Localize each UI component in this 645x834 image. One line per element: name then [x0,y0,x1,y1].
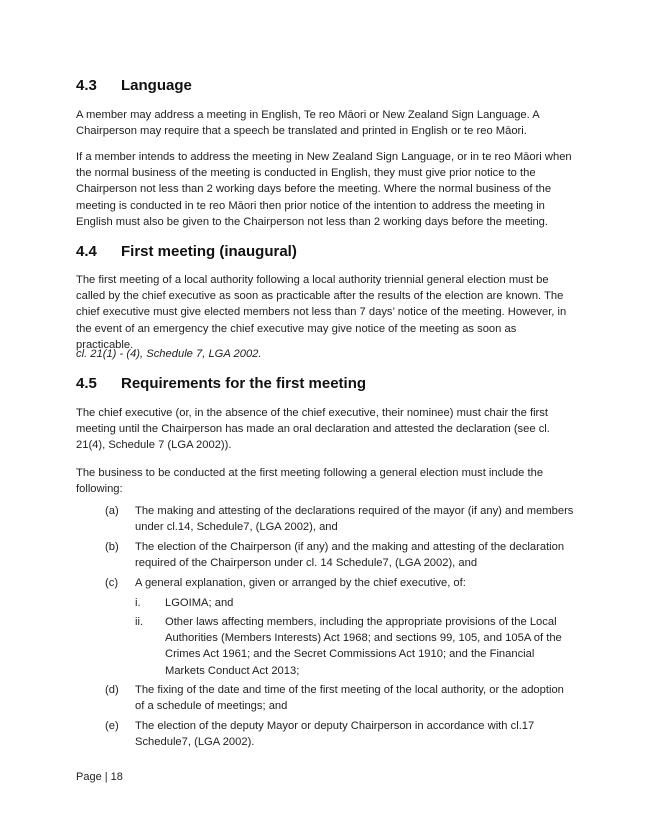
list-marker: (d) [105,684,119,696]
list-marker: (e) [105,720,119,732]
sub-list-text: Other laws affecting members, including the appropriate provisions of the Local Authorities (Members Interests) Act 1968; and sections 99, 105, and 105A of the Crimes Act 1961; and the Secret Commissions Act 1910; and the Financial Markets Conduct Act 2013; [165,616,562,677]
section-title: Requirements for the first meeting [121,375,367,392]
sub-list-marker: i. [135,597,141,609]
paragraph: A member may address a meeting in English, Te reo Māori or New Zealand Sign Language. A Chairperson may require that a speech be translated and printed in English or te reo Māori. [76,109,540,138]
list-text: The election of the Chairperson (if any) and the making and attesting of the declaration required of the Chairperson under cl. 14 Schedule7, (LGA 2002), and [135,541,565,570]
section-number: 4.5 [76,375,97,392]
list-text: The fixing of the date and time of the first meeting of the local authority, or the adoption of a schedule of meetings; and [135,684,564,713]
list-item [105,682,575,716]
sub-list-marker: ii. [135,616,144,628]
section-number: 4.4 [76,243,97,260]
list-item [105,575,575,593]
page-number-footer: Page | 18 [76,771,123,783]
paragraph: The chief executive (or, in the absence of the chief executive, their nominee) must chair the first meeting until the Chairperson has made an oral declaration and attested the declaration (see cl. 21(4), Schedule 7 (LGA 2002)). [76,407,550,452]
list-text: The election of the deputy Mayor or deputy Chairperson in accordance with cl.17 Schedule7, (LGA 2002). [135,720,535,749]
list-text: The making and attesting of the declarations required of the mayor (if any) and members under cl.14, Schedule7, (LGA 2002), and [135,505,574,534]
paragraph: The first meeting of a local authority following a local authority triennial general election must be called by the chief executive as soon as practicable after the results of the election are known. The chief executive must give elected members not less than 7 days’ notice of the meeting. However, in the event of an emergency the chief executive may give notice of the meeting as soon as practicable. [76,274,567,351]
sub-list-item [135,614,575,680]
citation: cl. 21(1) - (4), Schedule 7, LGA 2002. [76,348,262,360]
section-number: 4.3 [76,77,97,94]
section-title: First meeting (inaugural) [121,243,297,260]
list-item [105,539,575,573]
paragraph: If a member intends to address the meeting in New Zealand Sign Language, or in te reo Māori when the normal business of the meeting is conducted in English, they must give prior notice to the Chairperson not less than 2 working days before the meeting. Where the normal business of the meeting is conducted in te reo Māori then prior notice of the intention to address the meeting in English must also be given to the Chairperson not less than 2 working days before the meeting. [76,151,572,228]
paragraph: The business to be conducted at the first meeting following a general election must include the following: [76,467,544,496]
section-heading-4-4 [76,243,297,260]
list-marker: (a) [105,505,119,517]
section-title: Language [121,77,192,94]
list-item [105,718,575,752]
list-marker: (c) [105,577,119,589]
list-marker: (b) [105,541,119,553]
section-heading-4-3 [76,77,192,94]
section-heading-4-5 [76,375,366,392]
list-item [105,503,575,537]
sub-list-item [135,595,575,613]
sub-list-text: LGOIMA; and [165,597,234,609]
list-text: A general explanation, given or arranged by the chief executive, of: [135,577,466,589]
